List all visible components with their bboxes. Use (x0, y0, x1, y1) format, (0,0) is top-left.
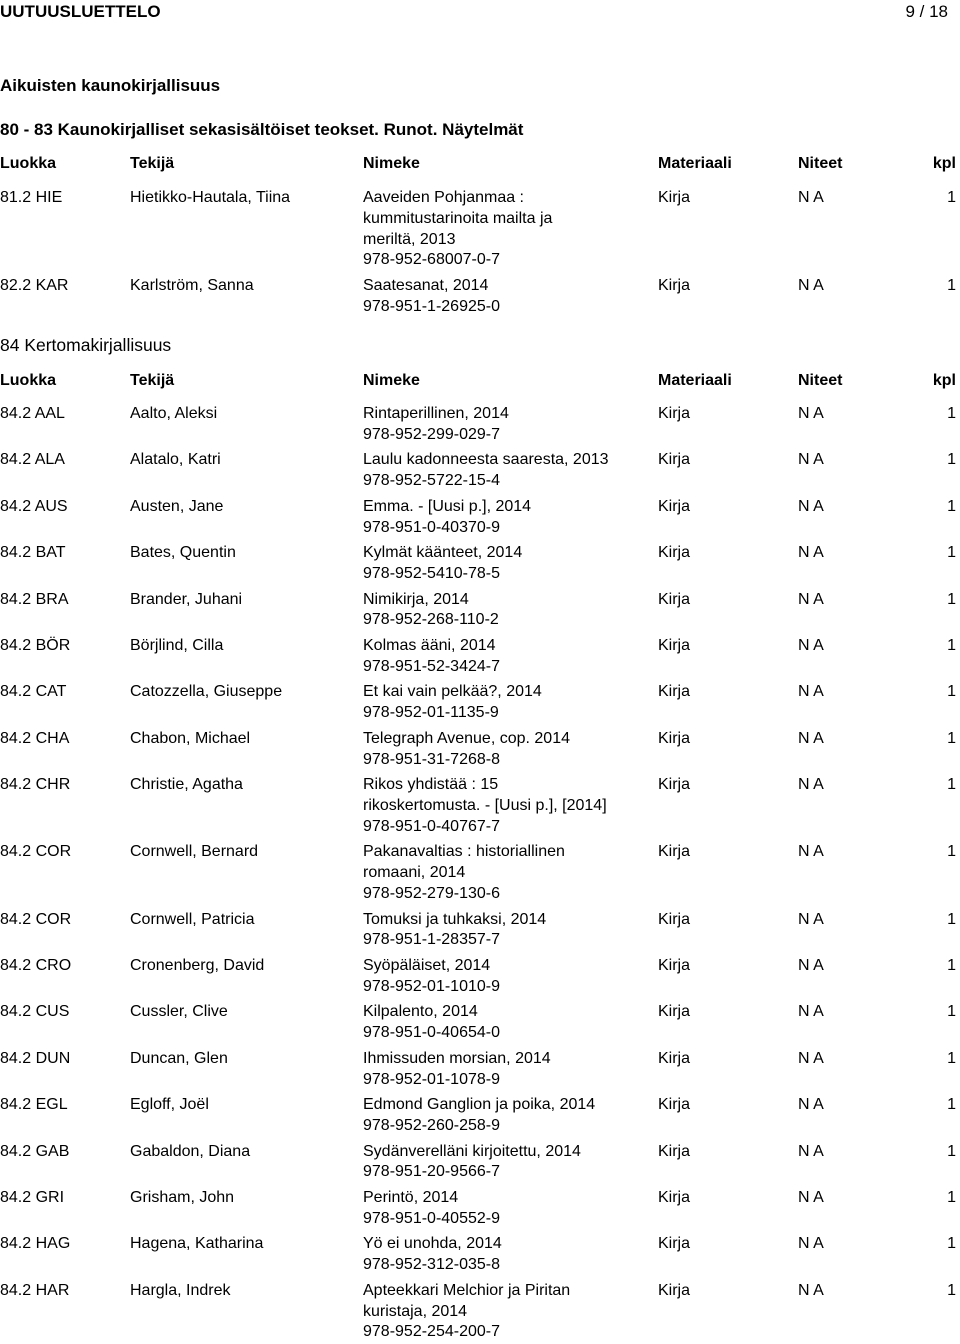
luokka-cell: 84.2 CAT (0, 683, 67, 701)
materiaali-cell: Kirja (658, 1142, 691, 1160)
isbn-line: 978-951-0-40370-9 (363, 518, 500, 536)
nimeke-cell (363, 404, 648, 446)
niteet-cell: N A (798, 910, 824, 928)
niteet-cell: N A (798, 497, 824, 515)
nimeke-cell (363, 590, 648, 632)
luokka-cell: 84.2 CRO (0, 957, 72, 974)
nimeke-cell (363, 682, 648, 724)
luokka-cell: 82.2 KAR (0, 277, 69, 295)
isbn-line: 978-951-31-7268-8 (363, 750, 500, 768)
luokka-cell: 84.2 COR (0, 843, 72, 861)
tekija-cell: Cronenberg, David (130, 957, 265, 974)
nimeke-cell (363, 636, 648, 678)
column-header-nimeke: Nimeke (363, 372, 420, 389)
luokka-cell: 84.2 ALA (0, 451, 65, 469)
materiaali-cell: Kirja (658, 637, 691, 654)
kpl-cell: 1 (947, 843, 956, 861)
luokka-cell: 84.2 AUS (0, 497, 68, 515)
title-line: Sydänverelläni kirjoitettu, 2014 (363, 1142, 581, 1160)
isbn-line: 978-951-1-26925-0 (363, 297, 500, 315)
materiaali-cell: Kirja (658, 729, 691, 747)
title-line: Tomuksi ja tuhkaksi, 2014 (363, 910, 547, 928)
title-line: kuristaja, 2014 (363, 1302, 468, 1320)
nimeke-cell (363, 1188, 648, 1230)
tekija-cell: Cornwell, Patricia (130, 910, 255, 928)
niteet-cell: N A (798, 544, 824, 562)
niteet-cell: N A (798, 637, 824, 654)
tekija-cell: Cornwell, Bernard (130, 843, 259, 861)
kpl-cell: 1 (947, 405, 956, 422)
title-line: Kolmas ääni, 2014 (363, 637, 496, 654)
nimeke-cell (363, 956, 648, 998)
materiaali-cell: Kirja (658, 405, 691, 422)
materiaali-cell: Kirja (658, 843, 691, 861)
kpl-cell: 1 (947, 1049, 956, 1067)
column-header-niteet: Niteet (798, 372, 843, 389)
nimeke-cell (363, 1049, 648, 1091)
luokka-cell: 84.2 GRI (0, 1189, 65, 1206)
nimeke-cell (363, 775, 648, 837)
nimeke-cell (363, 1095, 648, 1137)
title-line: Edmond Ganglion ja poika, 2014 (363, 1096, 596, 1114)
tekija-cell: Duncan, Glen (130, 1049, 228, 1067)
title-line: Apteekkari Melchior ja Piritan (363, 1281, 571, 1299)
title-line: Aaveiden Pohjanmaa : (363, 189, 524, 206)
column-header-materiaali: Materiaali (658, 155, 732, 172)
kpl-cell: 1 (947, 957, 956, 974)
isbn-line: 978-952-01-1135-9 (363, 704, 499, 722)
column-header-tekija: Tekijä (130, 372, 175, 389)
luokka-cell: 84.2 BRA (0, 590, 69, 608)
title-line: Nimikirja, 2014 (363, 590, 469, 608)
nimeke-cell (363, 1234, 648, 1276)
isbn-line: 978-952-268-110-2 (363, 611, 499, 629)
tekija-cell: Catozzella, Giuseppe (130, 683, 283, 701)
luokka-cell: 84.2 GAB (0, 1142, 70, 1160)
luokka-cell: 84.2 CHR (0, 776, 71, 794)
niteet-cell: N A (798, 277, 824, 295)
title-line: Et kai vain pelkää?, 2014 (363, 683, 542, 701)
nimeke-cell (363, 188, 648, 271)
column-header-materiaali: Materiaali (658, 372, 732, 389)
column-header-kpl: kpl (932, 372, 956, 389)
luokka-cell: 84.2 CHA (0, 729, 70, 747)
niteet-cell: N A (798, 1281, 824, 1299)
isbn-line: 978-951-0-40552-9 (363, 1209, 500, 1227)
tekija-cell: Hargla, Indrek (130, 1281, 231, 1299)
kpl-cell: 1 (947, 776, 956, 794)
kpl-cell: 1 (947, 1142, 956, 1160)
title-line: Kilpalento, 2014 (363, 1003, 478, 1021)
title-line: rikoskertomusta. - [Uusi p.], [2014] (363, 796, 607, 814)
isbn-line: 978-952-68007-0-7 (363, 251, 500, 269)
isbn-line: 978-952-312-035-8 (363, 1256, 500, 1274)
luokka-cell: 84.2 DUN (0, 1049, 71, 1067)
niteet-cell: N A (798, 957, 824, 974)
kpl-cell: 1 (947, 1281, 956, 1299)
isbn-line: 978-951-1-28357-7 (363, 931, 500, 949)
luokka-cell: 84.2 BÖR (0, 637, 71, 654)
materiaali-cell: Kirja (658, 1096, 691, 1114)
tekija-cell: Cussler, Clive (130, 1003, 228, 1021)
materiaali-cell: Kirja (658, 1189, 691, 1206)
tekija-cell: Hietikko-Hautala, Tiina (130, 189, 291, 206)
luokka-cell: 84.2 AAL (0, 405, 65, 422)
column-header-tekija: Tekijä (130, 155, 175, 172)
page-number: 9 / 18 (905, 2, 948, 21)
luokka-cell: 81.2 HIE (0, 189, 63, 206)
niteet-cell: N A (798, 776, 824, 794)
nimeke-cell (363, 543, 648, 585)
column-header-niteet: Niteet (798, 155, 843, 172)
title-line: Saatesanat, 2014 (363, 277, 489, 295)
tekija-cell: Alatalo, Katri (130, 451, 221, 469)
isbn-line: 978-952-299-029-7 (363, 425, 500, 443)
niteet-cell: N A (798, 1235, 824, 1253)
column-header-luokka: Luokka (0, 155, 57, 172)
tekija-cell: Brander, Juhani (130, 590, 243, 608)
luokka-cell: 84.2 COR (0, 910, 72, 928)
isbn-line: 978-952-260-258-9 (363, 1116, 500, 1134)
kpl-cell: 1 (947, 497, 956, 515)
section-heading: 84 Kertomakirjallisuus (0, 335, 172, 355)
kpl-cell: 1 (947, 729, 956, 747)
materiaali-cell: Kirja (658, 683, 691, 701)
niteet-cell: N A (798, 189, 824, 206)
luokka-cell: 84.2 CUS (0, 1003, 70, 1021)
kpl-cell: 1 (947, 451, 956, 469)
tekija-cell: Christie, Agatha (130, 776, 243, 794)
kpl-cell: 1 (947, 1189, 956, 1206)
niteet-cell: N A (798, 843, 824, 861)
tekija-cell: Börjlind, Cilla (130, 637, 224, 654)
niteet-cell: N A (798, 590, 824, 608)
nimeke-cell (363, 276, 648, 318)
title-line: Kylmät käänteet, 2014 (363, 544, 523, 562)
tekija-cell: Karlström, Sanna (130, 277, 254, 295)
isbn-line: 978-951-20-9566-7 (363, 1163, 500, 1181)
kpl-cell: 1 (947, 683, 956, 701)
title-line: Rintaperillinen, 2014 (363, 405, 509, 422)
title-line: Perintö, 2014 (363, 1189, 459, 1206)
nimeke-cell (363, 1002, 648, 1044)
isbn-line: 978-952-5722-15-4 (363, 472, 500, 490)
title-line: Pakanavaltias : historiallinen (363, 843, 565, 861)
column-header-kpl: kpl (932, 155, 956, 172)
tekija-cell: Grisham, John (130, 1189, 235, 1206)
materiaali-cell: Kirja (658, 1003, 691, 1021)
tekija-cell: Hagena, Katharina (130, 1235, 264, 1253)
tekija-cell: Gabaldon, Diana (130, 1142, 251, 1160)
nimeke-cell (363, 1142, 648, 1184)
nimeke-cell (363, 450, 648, 492)
tekija-cell: Chabon, Michael (130, 729, 251, 747)
kpl-cell: 1 (947, 590, 956, 608)
tekija-cell: Aalto, Aleksi (130, 405, 218, 422)
materiaali-cell: Kirja (658, 1235, 691, 1253)
kpl-cell: 1 (947, 1235, 956, 1253)
section-heading: 80 - 83 Kaunokirjalliset sekasisältöiset teokset. Runot. Näytelmät (0, 120, 524, 139)
isbn-line: 978-952-01-1010-9 (363, 977, 500, 995)
tekija-cell: Austen, Jane (130, 497, 224, 515)
niteet-cell: N A (798, 451, 824, 469)
isbn-line: 978-951-0-40767-7 (363, 817, 500, 835)
kpl-cell: 1 (947, 1096, 956, 1114)
kpl-cell: 1 (947, 544, 956, 562)
materiaali-cell: Kirja (658, 776, 691, 794)
kpl-cell: 1 (947, 189, 956, 206)
luokka-cell: 84.2 HAR (0, 1281, 70, 1299)
title-line: meriltä, 2013 (363, 230, 456, 248)
document-title: UUTUUSLUETTELO (0, 2, 161, 21)
nimeke-cell (363, 842, 648, 904)
title-line: Telegraph Avenue, cop. 2014 (363, 729, 570, 747)
luokka-cell: 84.2 HAG (0, 1235, 71, 1253)
niteet-cell: N A (798, 1049, 824, 1067)
materiaali-cell: Kirja (658, 590, 691, 608)
materiaali-cell: Kirja (658, 910, 691, 928)
main-heading: Aikuisten kaunokirjallisuus (0, 76, 221, 95)
title-line: Emma. - [Uusi p.], 2014 (363, 497, 532, 515)
column-header-nimeke: Nimeke (363, 155, 420, 172)
nimeke-cell (363, 1281, 648, 1343)
nimeke-cell (363, 729, 648, 771)
title-line: romaani, 2014 (363, 864, 466, 882)
column-header-luokka: Luokka (0, 372, 57, 389)
kpl-cell: 1 (947, 277, 956, 295)
tekija-cell: Egloff, Joël (130, 1096, 209, 1114)
isbn-line: 978-951-52-3424-7 (363, 657, 500, 675)
isbn-line: 978-952-279-130-6 (363, 884, 500, 902)
isbn-line: 978-952-254-200-7 (363, 1323, 500, 1341)
materiaali-cell: Kirja (658, 189, 691, 206)
nimeke-cell (363, 497, 648, 539)
materiaali-cell: Kirja (658, 277, 691, 295)
title-line: Yö ei unohda, 2014 (363, 1235, 502, 1253)
materiaali-cell: Kirja (658, 1049, 691, 1067)
niteet-cell: N A (798, 1096, 824, 1114)
materiaali-cell: Kirja (658, 957, 691, 974)
luokka-cell: 84.2 BAT (0, 544, 66, 562)
isbn-line: 978-951-0-40654-0 (363, 1024, 500, 1042)
nimeke-cell (363, 910, 648, 952)
materiaali-cell: Kirja (658, 544, 691, 562)
isbn-line: 978-952-5410-78-5 (363, 564, 500, 582)
niteet-cell: N A (798, 1003, 824, 1021)
niteet-cell: N A (798, 405, 824, 422)
title-line: Ihmissuden morsian, 2014 (363, 1049, 551, 1067)
kpl-cell: 1 (947, 910, 956, 928)
luokka-cell: 84.2 EGL (0, 1096, 68, 1114)
kpl-cell: 1 (947, 637, 956, 654)
title-line: Laulu kadonneesta saaresta, 2013 (363, 451, 609, 469)
niteet-cell: N A (798, 683, 824, 701)
kpl-cell: 1 (947, 1003, 956, 1021)
niteet-cell: N A (798, 1142, 824, 1160)
title-line: Syöpäläiset, 2014 (363, 957, 491, 974)
niteet-cell: N A (798, 1189, 824, 1206)
isbn-line: 978-952-01-1078-9 (363, 1070, 500, 1088)
title-line: kummitustarinoita mailta ja (363, 209, 553, 227)
materiaali-cell: Kirja (658, 451, 691, 469)
materiaali-cell: Kirja (658, 1281, 691, 1299)
materiaali-cell: Kirja (658, 497, 691, 515)
title-line: Rikos yhdistää : 15 (363, 776, 499, 794)
tekija-cell: Bates, Quentin (130, 544, 236, 562)
niteet-cell: N A (798, 729, 824, 747)
